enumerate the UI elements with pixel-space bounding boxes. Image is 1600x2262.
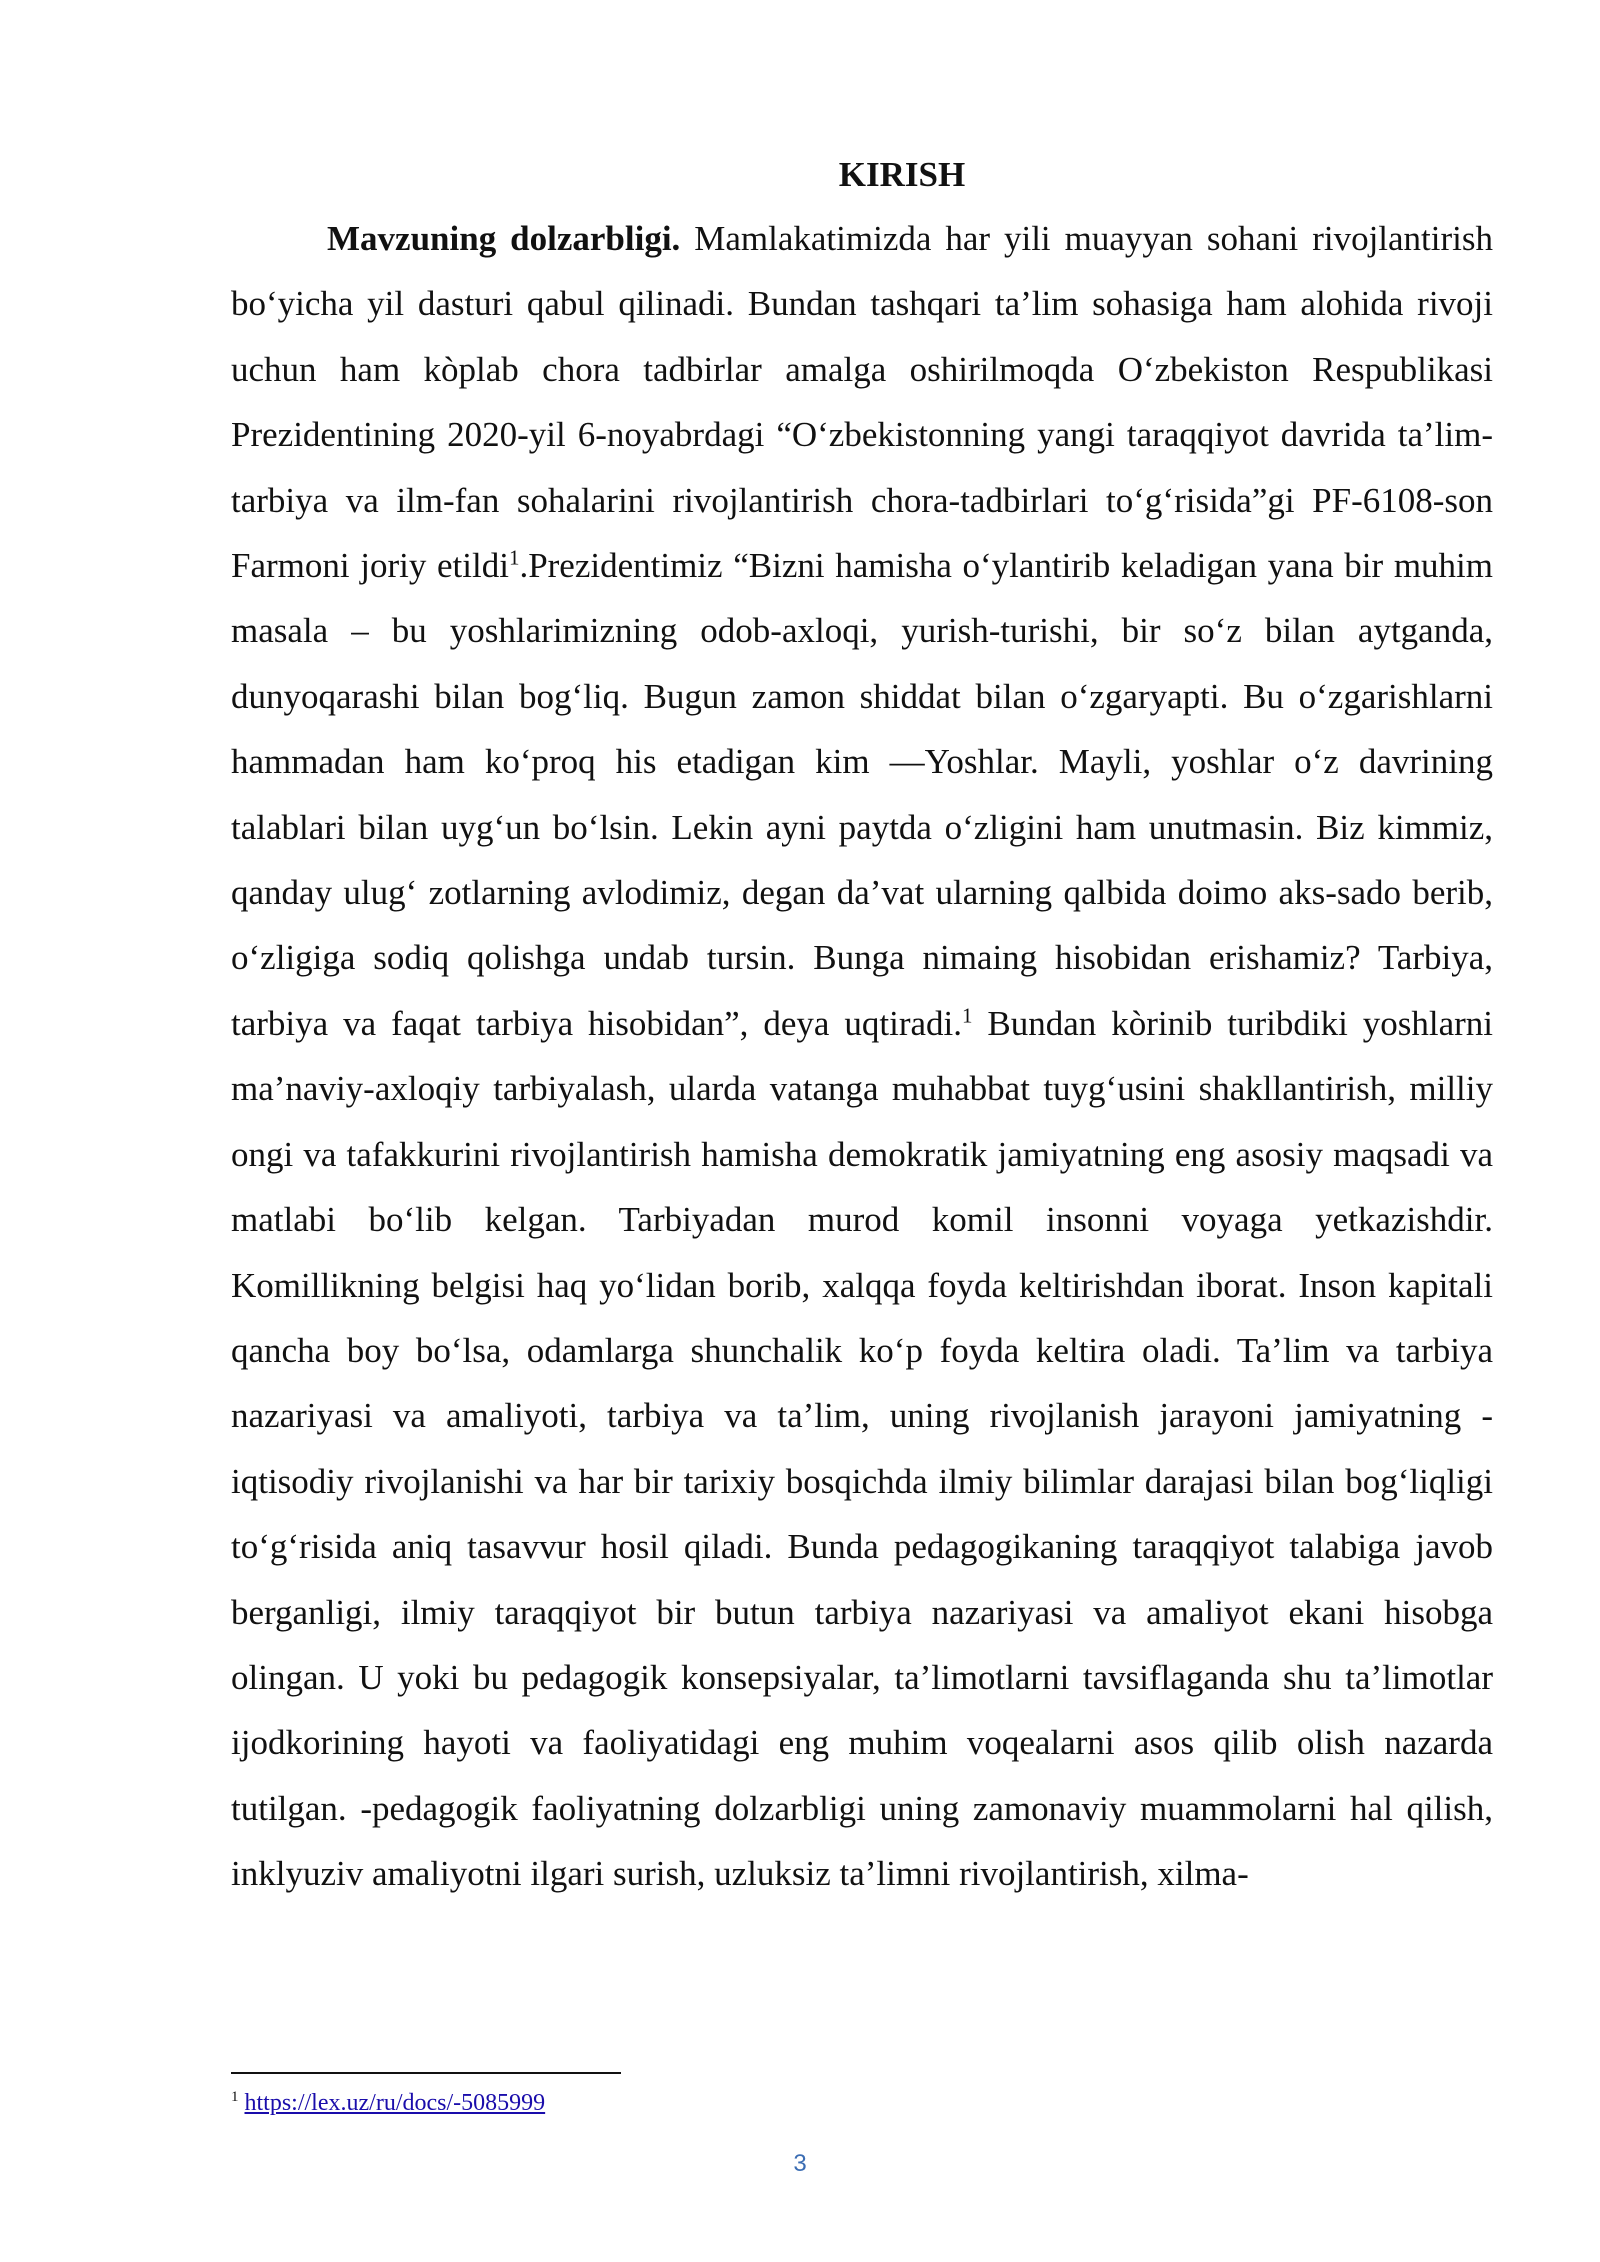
section-heading: KIRISH	[838, 155, 966, 194]
footnote-link[interactable]: https://lex.uz/ru/docs/-5085999	[244, 2090, 546, 2116]
footnote-reference-2[interactable]: 1	[961, 1003, 973, 1028]
footnote-number: 1	[231, 2089, 239, 2105]
page-content	[231, 150, 1493, 1907]
paragraph-text-part-2: .Prezidentimiz “Bizni hamisha o‘ylantirib keladigan yana bir muhim masala – bu yoshlarimizning odob-axloqi, yurish-turishi, bir so‘z bilan aytganda, dunyoqarashi bilan bog‘liq. Bugun zamon shiddat bilan o‘zgaryapti. Bu o‘zgarishlarni hammadan ham ko‘proq his etadigan kim —Yoshlar. Mayli, yoshlar o‘z davrining talablari bilan uyg‘un bo‘lsin. Lekin ayni paytda o‘zligini ham unutmasin. Biz kimmiz, qanday ulug‘ zotlarning avlodimiz, degan da’vat ularning qalbida doimo aks-sado berib, o‘zligiga sodiq qolishga undab tursin. Bunga nimaing hisobidan erishamiz? Tarbiya, tarbiya va faqat tarbiya hisobidan”, deya uqtiradi.	[231, 546, 1494, 1043]
footnote	[231, 2088, 545, 2118]
footnote-reference-1[interactable]: 1	[508, 545, 520, 570]
paragraph-lead: Mavzuning dolzarbligi.	[327, 219, 681, 258]
footnote-separator	[231, 2072, 621, 2074]
intro-paragraph	[231, 206, 1493, 1907]
paragraph-text-part-3: Bundan kòrinib turibdiki yoshlarni ma’naviy-axloqiy tarbiyalash, ularda vatanga muhabbat tuyg‘usini shakllantirish, milliy ongi va tafakkurini rivojlantirish hamisha demokratik jamiyatning eng asosiy maqsadi va matlabi bo‘lib kelgan. Tarbiyadan murod komil insonni voyaga yetkazishdir. Komillikning belgisi haq yo‘lidan borib, xalqqa foyda keltirishdan iborat. Inson kapitali qancha boy bo‘lsa, odamlarga shunchalik ko‘p foyda keltira oladi. Ta’lim va tarbiya nazariyasi va amaliyoti, tarbiya va ta’lim, uning rivojlanish jarayoni jamiyatning -iqtisodiy rivojlanishi va har bir tarixiy bosqichda ilmiy bilimlar darajasi bilan bog‘liqligi to‘g‘risida aniq tasavvur hosil qiladi. Bunda pedagogikaning taraqqiyot talabiga javob berganligi, ilmiy taraqqiyot bir butun tarbiya nazariyasi va amaliyot ekani hisobga olingan. U yoki bu pedagogik konsepsiyalar, ta’limotlarni tavsiflaganda shu ta’limotlar ijodkorining hayoti va faoliyatidagi eng muhim voqealarni asos qilib olish nazarda tutilgan. -pedagogik faoliyatning dolzarbligi uning zamonaviy muammolarni hal qilish, inklyuziv amaliyotni ilgari surish, uzluksiz ta’limni rivojlantirish, xilma-	[231, 1003, 1493, 1894]
page-number: 3	[793, 2150, 807, 2177]
paragraph-text-part-1: Mamlakatimizda har yili muayyan sohani rivojlantirish bo‘yicha yil dasturi qabul qilinadi. Bundan tashqari ta’lim sohasiga ham alohida rivoji uchun ham kòplab chora tadbirlar amalga oshirilmoqda O‘zbekiston Respublikasi Prezidentining 2020-yil 6-noyabrdagi “O‘zbekistonning yangi taraqqiyot davrida ta’lim-tarbiya va ilm-fan sohalarini rivojlantirish chora-tadbirlari to‘g‘risida”gi PF-6108-son Farmoni joriy etildi	[231, 219, 1493, 586]
